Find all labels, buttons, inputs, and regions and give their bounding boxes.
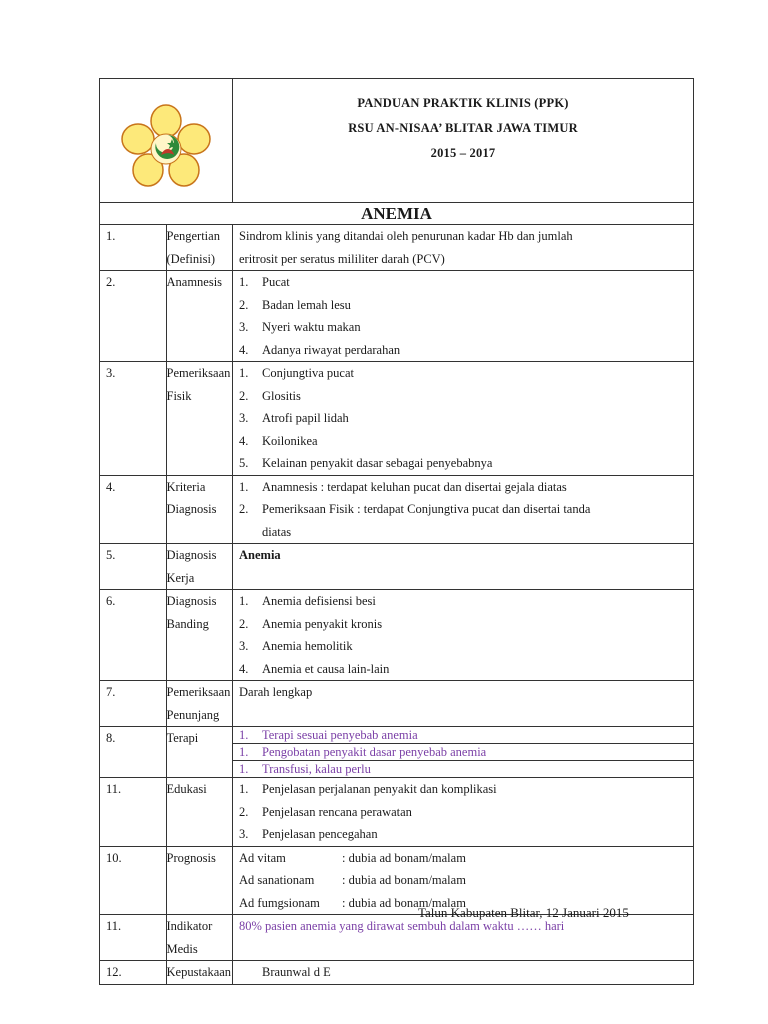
penunjang-value: Darah lengkap xyxy=(233,681,694,727)
list-number: 3. xyxy=(239,827,249,841)
logo-cell xyxy=(100,79,233,203)
row-terapi xyxy=(100,727,694,778)
row-label-line-1: Pemeriksaan xyxy=(166,685,231,699)
row-label-line-1: Pemeriksaan xyxy=(166,366,231,380)
list-text: Anemia defisiensi besi xyxy=(262,594,376,608)
list-item xyxy=(239,778,693,801)
list-number: 2. xyxy=(239,297,249,312)
row-number: 2. xyxy=(100,271,167,362)
list-item xyxy=(239,613,693,636)
row-label-line-2: Kerja xyxy=(166,570,195,585)
list-item xyxy=(239,452,693,475)
header-row xyxy=(100,79,694,203)
row-pemeriksaan-fisik xyxy=(100,362,694,476)
list-item xyxy=(239,476,693,499)
list-number: 1. xyxy=(239,479,249,494)
row-diagnosis-kerja xyxy=(100,544,694,590)
row-number: 5. xyxy=(100,544,167,590)
list-number: 1. xyxy=(239,728,249,742)
list-number: 3. xyxy=(239,411,249,425)
list-item xyxy=(239,316,693,339)
row-label xyxy=(166,271,233,362)
list-text: diatas xyxy=(262,524,292,539)
list-number: 2. xyxy=(239,388,249,403)
row-label-line-1: Diagnosis xyxy=(166,548,217,562)
banding-list xyxy=(239,590,693,680)
row-label xyxy=(166,475,233,544)
row-number: 4. xyxy=(100,475,167,544)
row-number: 10. xyxy=(100,846,167,915)
list-item xyxy=(239,430,693,453)
list-text: Penjelasan pencegahan xyxy=(262,827,378,841)
row-content xyxy=(233,362,694,476)
prognosis-value: : dubia ad bonam/malam xyxy=(342,895,466,910)
row-label-line-1: Indikator xyxy=(166,919,213,933)
list-item xyxy=(239,498,693,521)
row-label-line-2: Fisik xyxy=(166,388,192,403)
row-content xyxy=(233,225,694,271)
prognosis-item xyxy=(239,869,693,892)
list-text: Atrofi papil lidah xyxy=(262,411,349,425)
row-content xyxy=(233,778,694,847)
flower-logo-icon xyxy=(118,103,214,191)
kepustakaan-value: Braunwal d E xyxy=(233,961,694,985)
row-label-line-2: Banding xyxy=(166,616,209,631)
row-label-line-1: Kriteria xyxy=(166,479,206,494)
definition-line-2: eritrosit per seratus mililiter darah (PCV) xyxy=(239,251,445,266)
row-content xyxy=(233,727,694,778)
row-number: 12. xyxy=(100,961,167,985)
place-and-date: Talun Kabupaten Blitar, 12 Januari 2015 xyxy=(418,905,629,920)
list-item xyxy=(239,339,693,362)
list-number: 1. xyxy=(239,762,249,776)
list-text: Kelainan penyakit dasar sebagai penyebabnya xyxy=(262,456,493,470)
row-number: 6. xyxy=(100,590,167,681)
list-text: Penjelasan rencana perawatan xyxy=(262,804,412,819)
row-label xyxy=(166,778,233,847)
row-label xyxy=(166,681,233,727)
list-text: Anamnesis : terdapat keluhan pucat dan disertai gejala diatas xyxy=(262,479,567,494)
row-label-line-1: Prognosis xyxy=(166,850,216,865)
list-item xyxy=(239,801,693,824)
row-kriteria-diagnosis xyxy=(100,475,694,544)
row-number: 3. xyxy=(100,362,167,476)
kriteria-list xyxy=(239,476,693,544)
prognosis-key: Ad sanationam xyxy=(239,873,315,887)
list-number: 2. xyxy=(239,616,249,631)
row-content xyxy=(233,271,694,362)
list-item xyxy=(239,823,693,846)
list-number: 1. xyxy=(239,275,249,289)
header-title-block xyxy=(233,79,694,203)
row-diagnosis-banding xyxy=(100,590,694,681)
list-item xyxy=(239,294,693,317)
row-label-line-2: Medis xyxy=(166,941,198,956)
diagnosis-kerja-value: Anemia xyxy=(233,544,694,590)
list-text: Koilonikea xyxy=(262,433,318,448)
list-item xyxy=(239,658,693,681)
list-number: 2. xyxy=(239,804,249,819)
list-item xyxy=(239,407,693,430)
list-number: 4. xyxy=(239,433,249,448)
row-number: 8. xyxy=(100,727,167,778)
list-text: Terapi sesuai penyebab anemia xyxy=(262,728,418,742)
edukasi-list xyxy=(239,778,693,846)
terapi-item xyxy=(233,727,693,744)
fisik-list xyxy=(239,362,693,475)
list-text: Anemia hemolitik xyxy=(262,639,353,653)
list-text: Anemia et causa lain-lain xyxy=(262,661,390,676)
row-label-line-1: Edukasi xyxy=(166,782,207,796)
header-line-2: RSU AN-NISAA’ BLITAR JAWA TIMUR xyxy=(348,121,578,135)
row-label-line-1: Diagnosis xyxy=(166,594,217,608)
list-item xyxy=(239,385,693,408)
list-number: 1. xyxy=(239,594,249,608)
row-label-line-1: Anamnesis xyxy=(166,275,223,289)
terapi-item xyxy=(233,761,693,777)
row-number: 7. xyxy=(100,681,167,727)
list-item-continuation xyxy=(239,521,693,544)
list-text: Pengobatan penyakit dasar penyebab anemia xyxy=(262,745,487,759)
list-text: Transfusi, kalau perlu xyxy=(262,762,371,776)
list-text: Conjungtiva pucat xyxy=(262,366,354,380)
row-content xyxy=(233,475,694,544)
list-number: 1. xyxy=(239,366,249,380)
indikator-value: 80% pasien anemia yang dirawat sembuh dalam waktu …… hari xyxy=(233,915,694,961)
row-anamnesis xyxy=(100,271,694,362)
row-indikator-medis xyxy=(100,915,694,961)
list-number: 1. xyxy=(239,782,249,796)
ppk-table xyxy=(99,78,694,985)
prognosis-key: Ad fumgsionam xyxy=(239,895,320,910)
definition-line-1: Sindrom klinis yang ditandai oleh penurunan kadar Hb dan jumlah xyxy=(239,229,573,243)
row-label-line-1: Kepustakaan xyxy=(166,965,232,979)
row-content xyxy=(233,590,694,681)
row-pengertian xyxy=(100,225,694,271)
row-label-line-1: Terapi xyxy=(166,731,199,745)
list-number: 5. xyxy=(239,456,249,470)
row-label xyxy=(166,961,233,985)
header-line-1: PANDUAN PRAKTIK KLINIS (PPK) xyxy=(357,96,569,110)
list-text: Badan lemah lesu xyxy=(262,297,351,312)
prognosis-value: : dubia ad bonam/malam xyxy=(342,850,466,865)
row-label xyxy=(166,915,233,961)
list-number: 3. xyxy=(239,639,249,653)
list-number-spacer xyxy=(239,521,262,544)
list-text: Anemia penyakit kronis xyxy=(262,616,383,631)
prognosis-item xyxy=(239,847,693,870)
prognosis-key: Ad vitam xyxy=(239,850,286,865)
list-item xyxy=(239,590,693,613)
terapi-item xyxy=(233,744,693,761)
list-item xyxy=(239,271,693,294)
list-text: Adanya riwayat perdarahan xyxy=(262,342,401,357)
title-row xyxy=(100,203,694,225)
row-label-line-2: Penunjang xyxy=(166,707,220,722)
list-number: 4. xyxy=(239,661,249,676)
row-label-line-2: (Definisi) xyxy=(166,251,216,266)
row-label xyxy=(166,362,233,476)
row-number: 11. xyxy=(100,778,167,847)
list-number: 2. xyxy=(239,502,249,516)
row-label xyxy=(166,727,233,778)
row-kepustakaan xyxy=(100,961,694,985)
list-item xyxy=(239,635,693,658)
list-text: Pemeriksaan Fisik : terdapat Conjungtiva pucat dan disertai tanda xyxy=(262,502,591,516)
list-text: Penjelasan perjalanan penyakit dan komplikasi xyxy=(262,782,497,796)
anamnesis-list xyxy=(239,271,693,361)
list-number: 4. xyxy=(239,342,249,357)
list-text: Glositis xyxy=(262,388,301,403)
row-label xyxy=(166,846,233,915)
list-text: Pucat xyxy=(262,275,290,289)
row-label xyxy=(166,225,233,271)
list-item xyxy=(239,362,693,385)
row-number: 11. xyxy=(100,915,167,961)
prognosis-value: : dubia ad bonam/malam xyxy=(342,873,466,887)
list-number: 3. xyxy=(239,320,249,334)
row-label xyxy=(166,544,233,590)
list-number: 1. xyxy=(239,745,249,759)
row-label xyxy=(166,590,233,681)
list-text: Nyeri waktu makan xyxy=(262,320,361,334)
row-label-line-2: Diagnosis xyxy=(166,502,217,516)
header-line-3: 2015 – 2017 xyxy=(430,146,496,160)
row-edukasi xyxy=(100,778,694,847)
document-title: ANEMIA xyxy=(100,203,694,225)
row-number: 1. xyxy=(100,225,167,271)
row-label-line-1: Pengertian xyxy=(166,229,220,243)
row-pemeriksaan-penunjang xyxy=(100,681,694,727)
